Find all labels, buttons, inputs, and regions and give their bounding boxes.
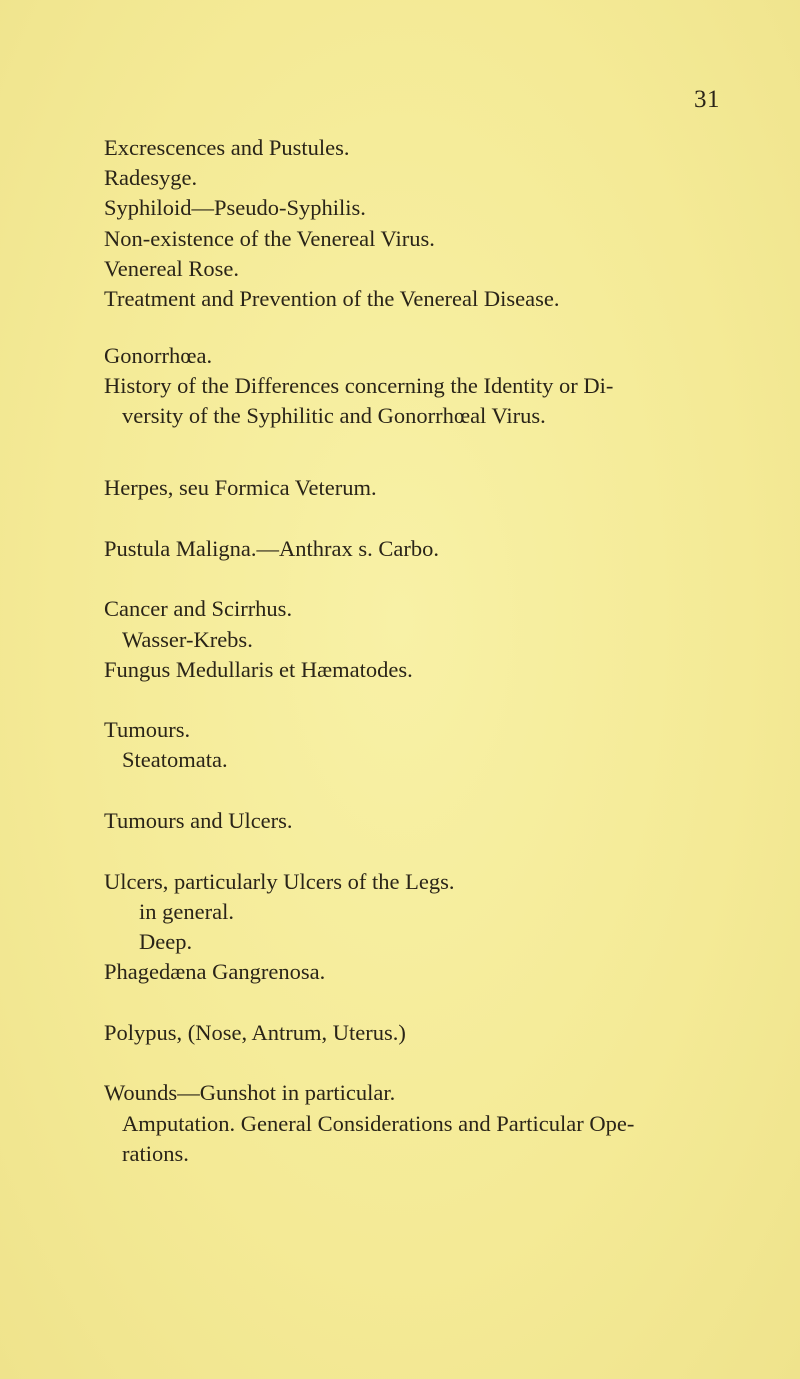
entry-venereal-rose: Venereal Rose. <box>104 256 239 281</box>
entry-phagedaena: Phagedæna Gangrenosa. <box>104 959 326 984</box>
entry-ulcers: Ulcers, particularly Ulcers of the Legs. <box>104 869 455 894</box>
entry-tumours-ulcers: Tumours and Ulcers. <box>104 808 293 833</box>
entry-cancer: Cancer and Scirrhus. <box>104 596 293 621</box>
entry-wasser-krebs: Wasser-Krebs. <box>122 627 253 652</box>
entry-amputation: Amputation. General Considerations and Particular Ope- <box>122 1111 635 1136</box>
entry-herpes: Herpes, seu Formica Veterum. <box>104 475 377 500</box>
entry-amputation-continued: rations. <box>122 1141 189 1166</box>
entry-tumours: Tumours. <box>104 717 191 742</box>
entry-syphiloid: Syphiloid—Pseudo-Syphilis. <box>104 195 366 220</box>
entry-history-continued: versity of the Syphilitic and Gonorrhœal Virus. <box>122 403 546 428</box>
show-through-texture <box>500 140 505 165</box>
entry-pustula: Pustula Maligna.—Anthrax s. Carbo. <box>104 536 439 561</box>
entry-wounds: Wounds—Gunshot in particular. <box>104 1080 396 1105</box>
entry-steatomata: Steatomata. <box>122 747 228 772</box>
entry-excrescences: Excrescences and Pustules. <box>104 135 350 160</box>
entry-gonorrhoea: Gonorrhœa. <box>104 343 213 368</box>
page-number: 31 <box>694 86 720 113</box>
entry-radesyge: Radesyge. <box>104 165 198 190</box>
entry-treatment: Treatment and Prevention of the Venereal Disease. <box>104 286 560 311</box>
entry-history: History of the Differences concerning the Identity or Di- <box>104 373 614 398</box>
entry-fungus: Fungus Medullaris et Hæmatodes. <box>104 657 413 682</box>
entry-polypus: Polypus, (Nose, Antrum, Uterus.) <box>104 1020 406 1045</box>
entry-non-existence: Non-existence of the Venereal Virus. <box>104 226 435 251</box>
entry-deep: Deep. <box>139 929 193 954</box>
entry-in-general: in general. <box>139 899 234 924</box>
